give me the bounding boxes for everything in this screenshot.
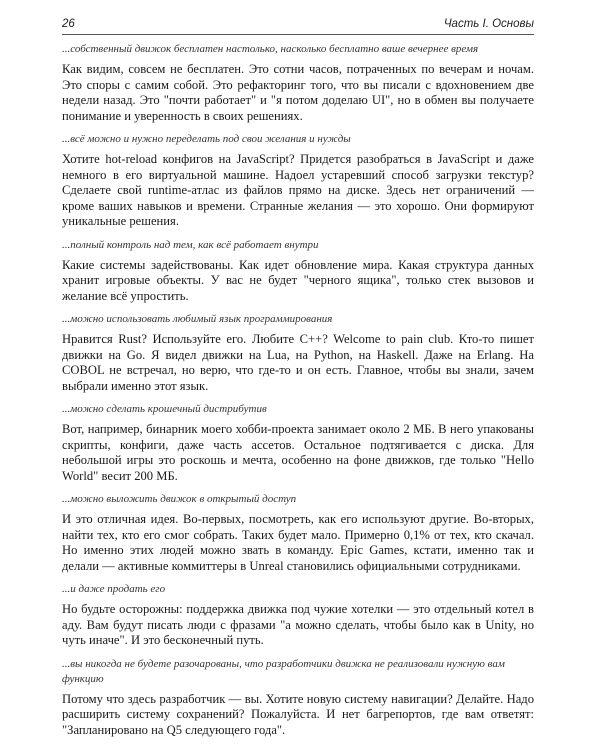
section-heading: ...собственный движок бесплатен настолько, насколько бесплатно ваше вечернее время [62,43,479,55]
section-heading: ...полный контроль над тем, как всё работает внутри [62,238,319,251]
section-heading: ...всё можно и нужно переделать под свои желания и нужды [62,133,351,145]
page-number: 26 [62,18,75,30]
section-paragraph: Потому что здесь разработчик — вы. Хотите новую систему навигации? Делайте. Надо расширить систему сохранений? Пожалуйста. И нет багрепортов, где вам ответят: "Запланировано на Q5 следующего года". [62,691,534,737]
part-title: Часть I. Основы [443,18,534,30]
section-heading: ...вы никогда не будете разочарованы, что разработчики движка не реализовали нужную вам функцию [62,657,505,685]
section-heading: ...и даже продать его [62,583,166,595]
section-paragraph: Какие системы задействованы. Как идет обновление мира. Какая структура данных хранит игровые объекты. У вас не будет "черного ящика", только стек вызовов и желание всё упростить. [62,257,534,303]
section-paragraph: Но будьте осторожны: поддержка движка под чужие хотелки — это отдельный котел в аду. Вам будут писать люди с фразами "а можно сделать, чтобы было как в Unity, но чуть иначе". И это бесконечный путь. [62,602,534,647]
section-paragraph: Как видим, совсем не бесплатен. Это сотни часов, потраченных по вечерам и ночам. Это споры с самим собой. Это рефакторинг того, что вы писали с вдохновением две недели назад. Это "почти работает" и "я потом доделаю UI", но в обмен вы получаете понимание и уверенность в своих решениях. [62,62,534,123]
section-heading: ...можно выложить движок в открытый доступ [62,493,297,505]
page-content [62,42,534,746]
running-header [62,16,534,35]
section-paragraph: Нравится Rust? Используйте его. Любите C++? Welcome to pain club. Кто-то пишет движки на Go. Я видел движки на Lua, на Python, на Haskell. Даже на Erlang. На COBOL не встречал, но верю, что где-то и он есть. Главное, чтобы вы знали, зачем выбрали именно этот язык. [62,332,534,393]
section-paragraph: И это отличная идея. Во-первых, посмотреть, как его используют другие. Во-вторых, найти тех, кто его смог собрать. Таких будет мало. Примерно 0,1% от тех, кто скачал. Но именно этих людей можно звать в команду. Epic Games, кстати, именно так и делали — активные коммиттеры в Unreal становились официальными сотрудниками. [62,512,534,573]
section-paragraph: Вот, например, бинарник моего хобби-проекта занимает около 2 МБ. В него упакованы скрипты, конфиги, даже часть ассетов. Остальное подтягивается с диска. Для небольшой игры это роскошь и мечта, особенно на фоне движков, где только "Hello World" весит 200 МБ. [62,422,534,483]
section-heading: ...можно использовать любимый язык программирования [62,313,333,325]
section-paragraph: Хотите hot-reload конфигов на JavaScript? Придется разобраться в JavaScript и даже немного в его виртуальной машине. Надоел устаревший способ загрузки текстур? Сделаете свой runtime-атлас из файлов прямо на диске. Здесь нет ограничений — кроме ваших навыков и времени. Странные желания — это хорошо. Они формируют уникальные решения. [62,152,534,228]
section-heading: ...можно сделать крошечный дистрибутив [62,403,267,415]
